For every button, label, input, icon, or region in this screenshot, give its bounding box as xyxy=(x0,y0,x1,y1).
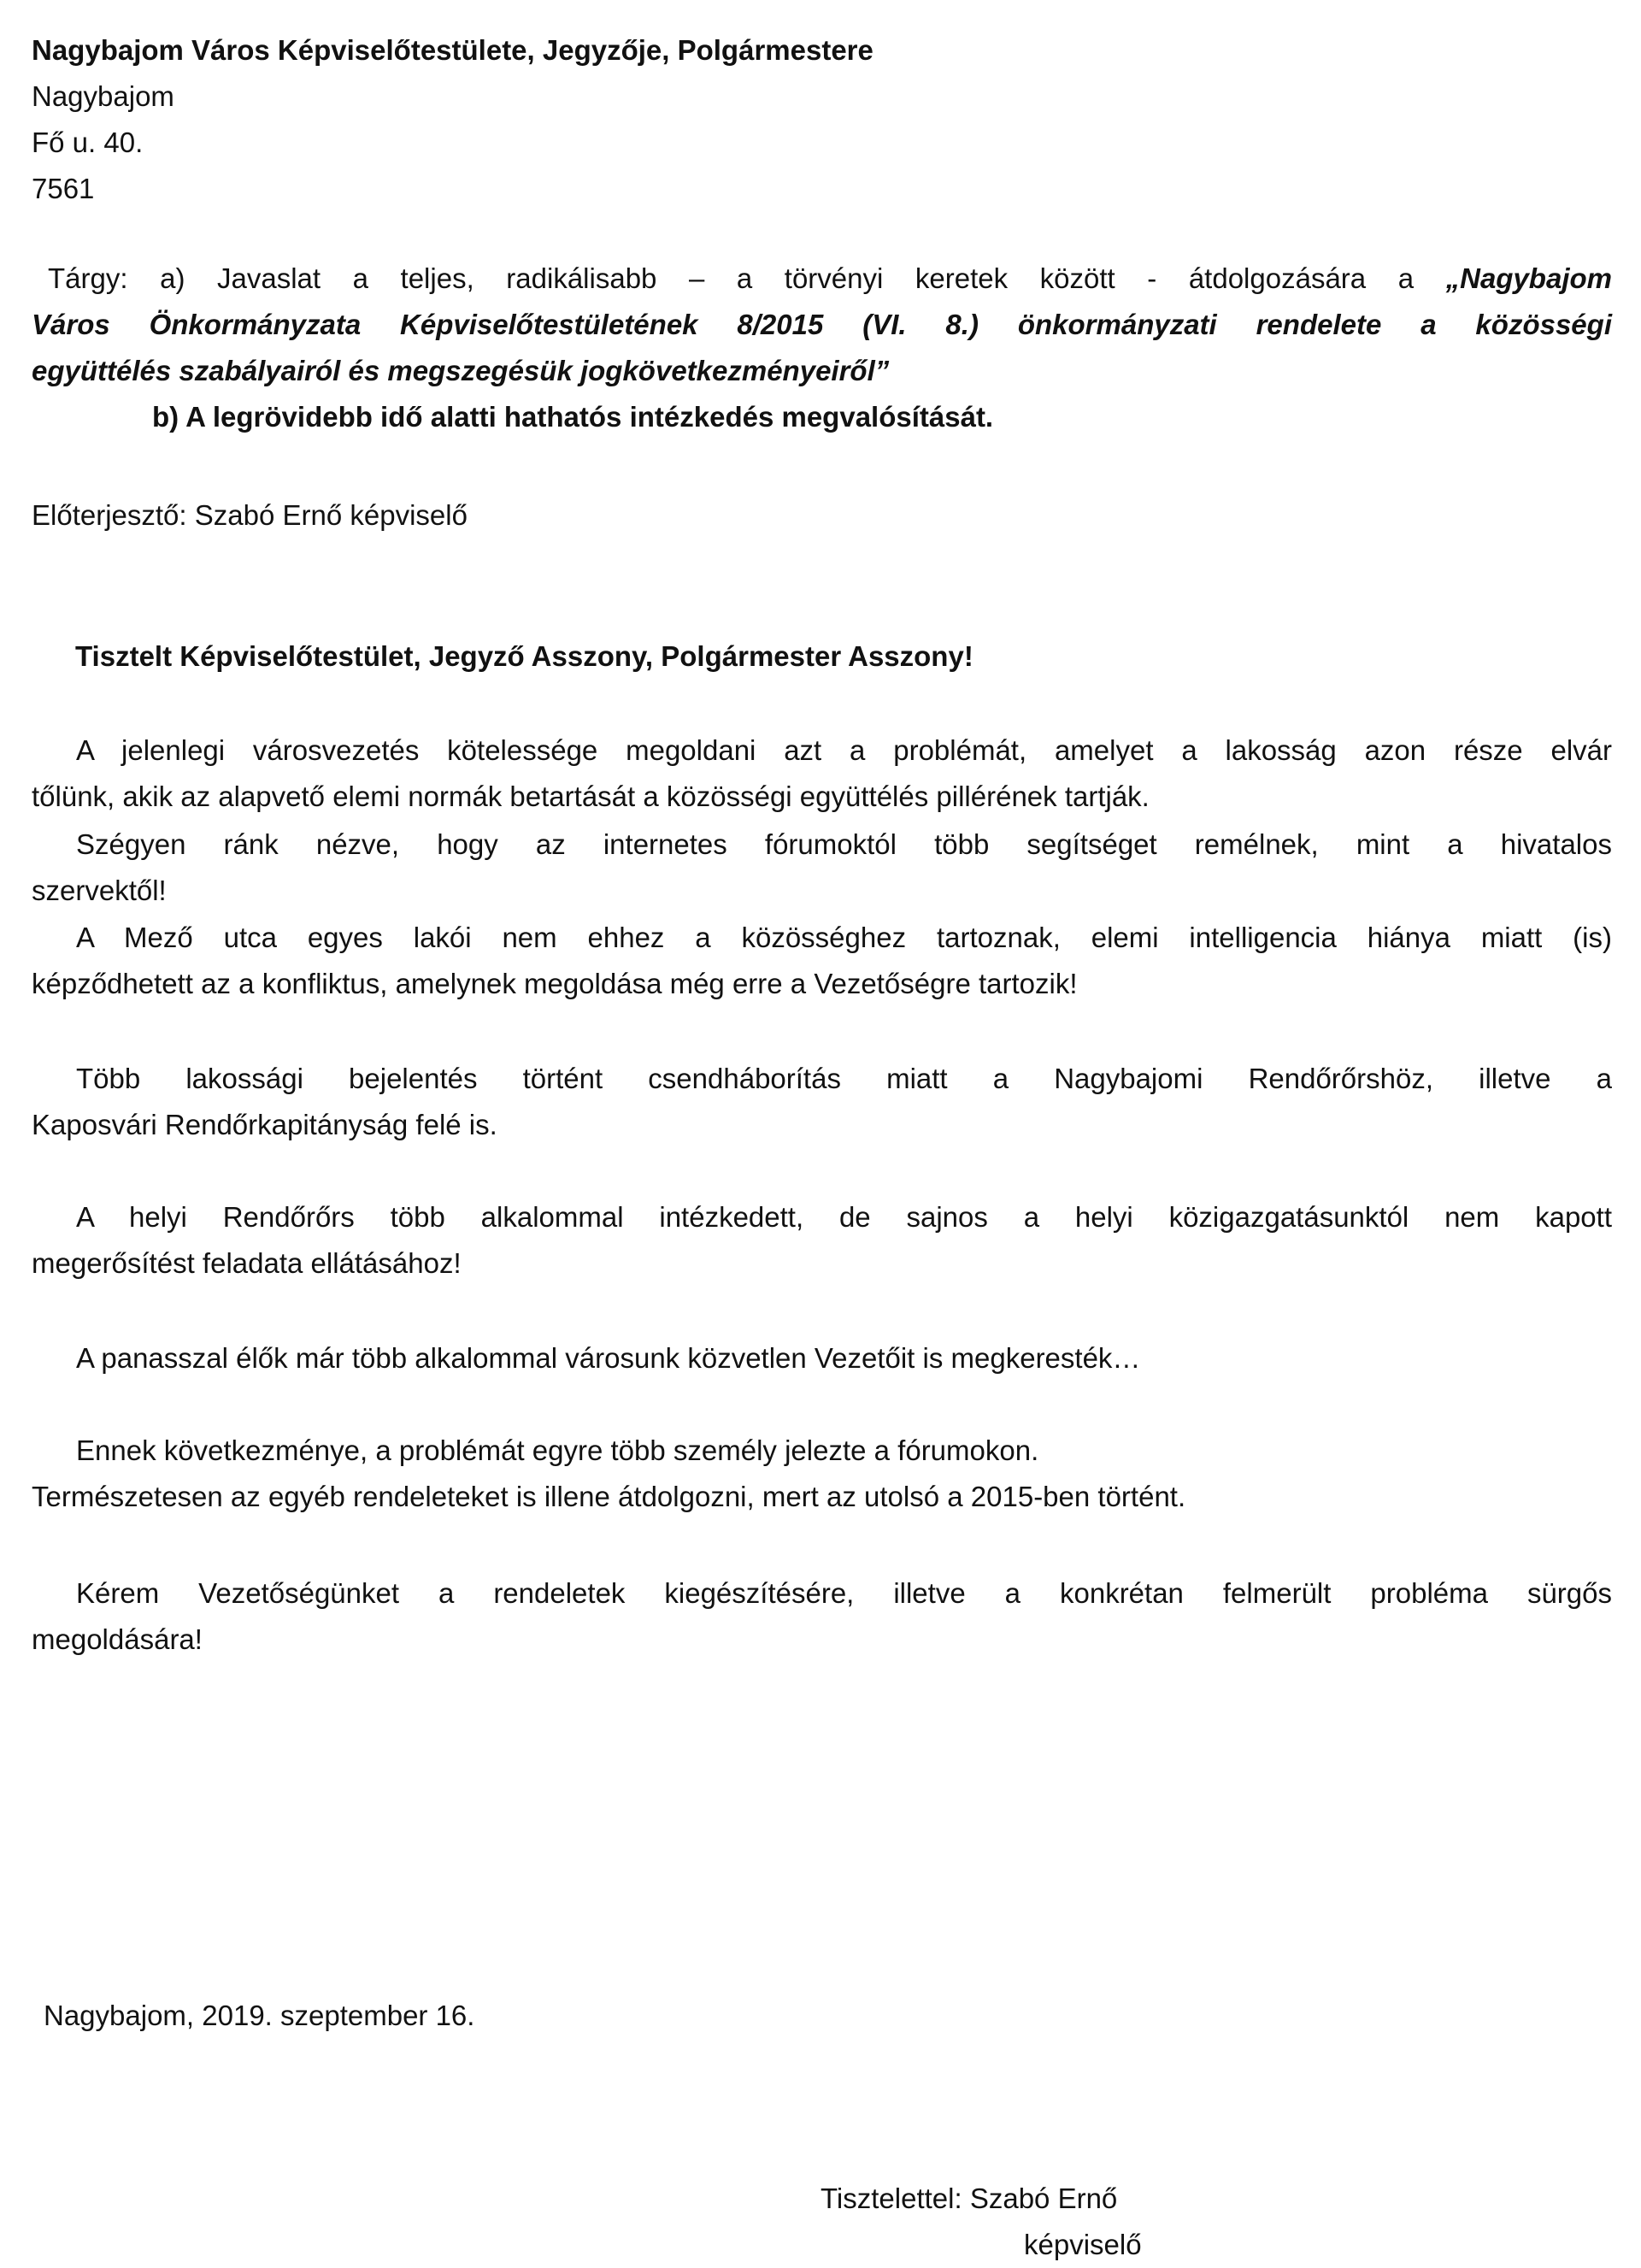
paragraph-line: Kaposvári Rendőrkapitányság felé is. xyxy=(32,1109,497,1140)
presenter-block xyxy=(32,492,1612,539)
addressee-city: Nagybajom xyxy=(32,80,174,112)
body-paragraph-3 xyxy=(32,915,1612,1007)
body-paragraph-1 xyxy=(32,728,1612,820)
presenter: Előterjesztő: Szabó Ernő képviselő xyxy=(32,499,468,531)
addressee-title: Nagybajom Város Képviselőtestülete, Jegyzője, Polgármestere xyxy=(32,34,873,66)
salutation: Tisztelt Képviselőtestület, Jegyző Asszony, Polgármester Asszony! xyxy=(75,640,973,672)
subject-a-prefix: a) Javaslat a teljes, radikálisabb – a törvényi keretek között - átdolgozására a xyxy=(160,262,1446,294)
addressee-street: Fő u. 40. xyxy=(32,127,144,158)
place-date: Nagybajom, 2019. szeptember 16. xyxy=(44,2000,475,2031)
body-paragraph-4 xyxy=(32,1056,1612,1148)
paragraph-line: Ennek következménye, a problémát egyre több személy jelezte a fórumokon. xyxy=(76,1434,1039,1466)
body-paragraph-7 xyxy=(32,1428,1612,1520)
paragraph-line: szervektől! xyxy=(32,875,167,906)
subject-a-title-start: „Nagybajom xyxy=(1445,262,1612,294)
paragraph-line: Kérem Vezetőségünket a rendeletek kiegészítésére, illetve a konkrétan felmerült probléma sürgős xyxy=(76,1577,1612,1609)
paragraph-line: képződhetett az a konfliktus, amelynek megoldása még erre a Vezetőségre tartozik! xyxy=(32,968,1078,999)
paragraph-line: Több lakossági bejelentés történt csendháborítás miatt a Nagybajomi Rendőrőrshöz, illetve a xyxy=(76,1063,1612,1094)
paragraph-line: megerősítést feladata ellátásához! xyxy=(32,1247,462,1279)
paragraph-line: tőlünk, akik az alapvető elemi normák betartását a közösségi együttélés pillérének tartják. xyxy=(32,781,1150,812)
body-paragraph-2 xyxy=(32,822,1612,914)
paragraph-line: Szégyen ránk nézve, hogy az internetes fórumoktól több segítséget remélnek, mint a hivatalos xyxy=(76,828,1612,860)
subject-a-title-line-2: Város Önkormányzata Képviselőtestületének 8/2015 (VI. 8.) önkormányzati rendelete a közösségi xyxy=(32,309,1612,340)
addressee-postcode: 7561 xyxy=(32,173,95,204)
paragraph-line: A helyi Rendőrőrs több alkalommal intézkedett, de sajnos a helyi közigazgatásunktól nem kapott xyxy=(76,1201,1612,1233)
body-paragraph-6 xyxy=(32,1335,1612,1381)
signature-block xyxy=(820,2176,1142,2268)
body-paragraph-8 xyxy=(32,1570,1612,1663)
paragraph-line: A panasszal élők már több alkalommal városunk közvetlen Vezetőit is megkeresték… xyxy=(76,1342,1141,1374)
paragraph-line: megoldására! xyxy=(32,1623,203,1655)
subject-label: Tárgy: xyxy=(48,262,128,294)
signature-role: képviselő xyxy=(1024,2229,1142,2260)
subject-b: b) A legrövidebb idő alatti hathatós intézkedés megvalósítását. xyxy=(152,401,994,433)
salutation-block xyxy=(75,633,1612,680)
paragraph-line: A jelenlegi városvezetés kötelessége megoldani azt a problémát, amelyet a lakosság azon része elvár xyxy=(76,734,1612,766)
subject-title-block xyxy=(32,302,1612,440)
subject-a-title-line-3: együttélés szabályairól és megszegésük jogkövetkezményeiről” xyxy=(32,355,890,386)
paragraph-line: Természetesen az egyéb rendeleteket is illene átdolgozni, mert az utolsó a 2015-ben történt. xyxy=(32,1481,1186,1512)
place-date-block xyxy=(44,1993,1612,2039)
subject-line-1 xyxy=(48,256,1612,302)
signature-closing: Tisztelettel: Szabó Ernő xyxy=(820,2183,1118,2214)
body-paragraph-5 xyxy=(32,1194,1612,1287)
paragraph-line: A Mező utca egyes lakói nem ehhez a közösséghez tartoznak, elemi intelligencia hiánya miatt (is) xyxy=(76,922,1612,953)
subject-block xyxy=(48,256,1612,302)
addressee-block xyxy=(32,27,1612,212)
